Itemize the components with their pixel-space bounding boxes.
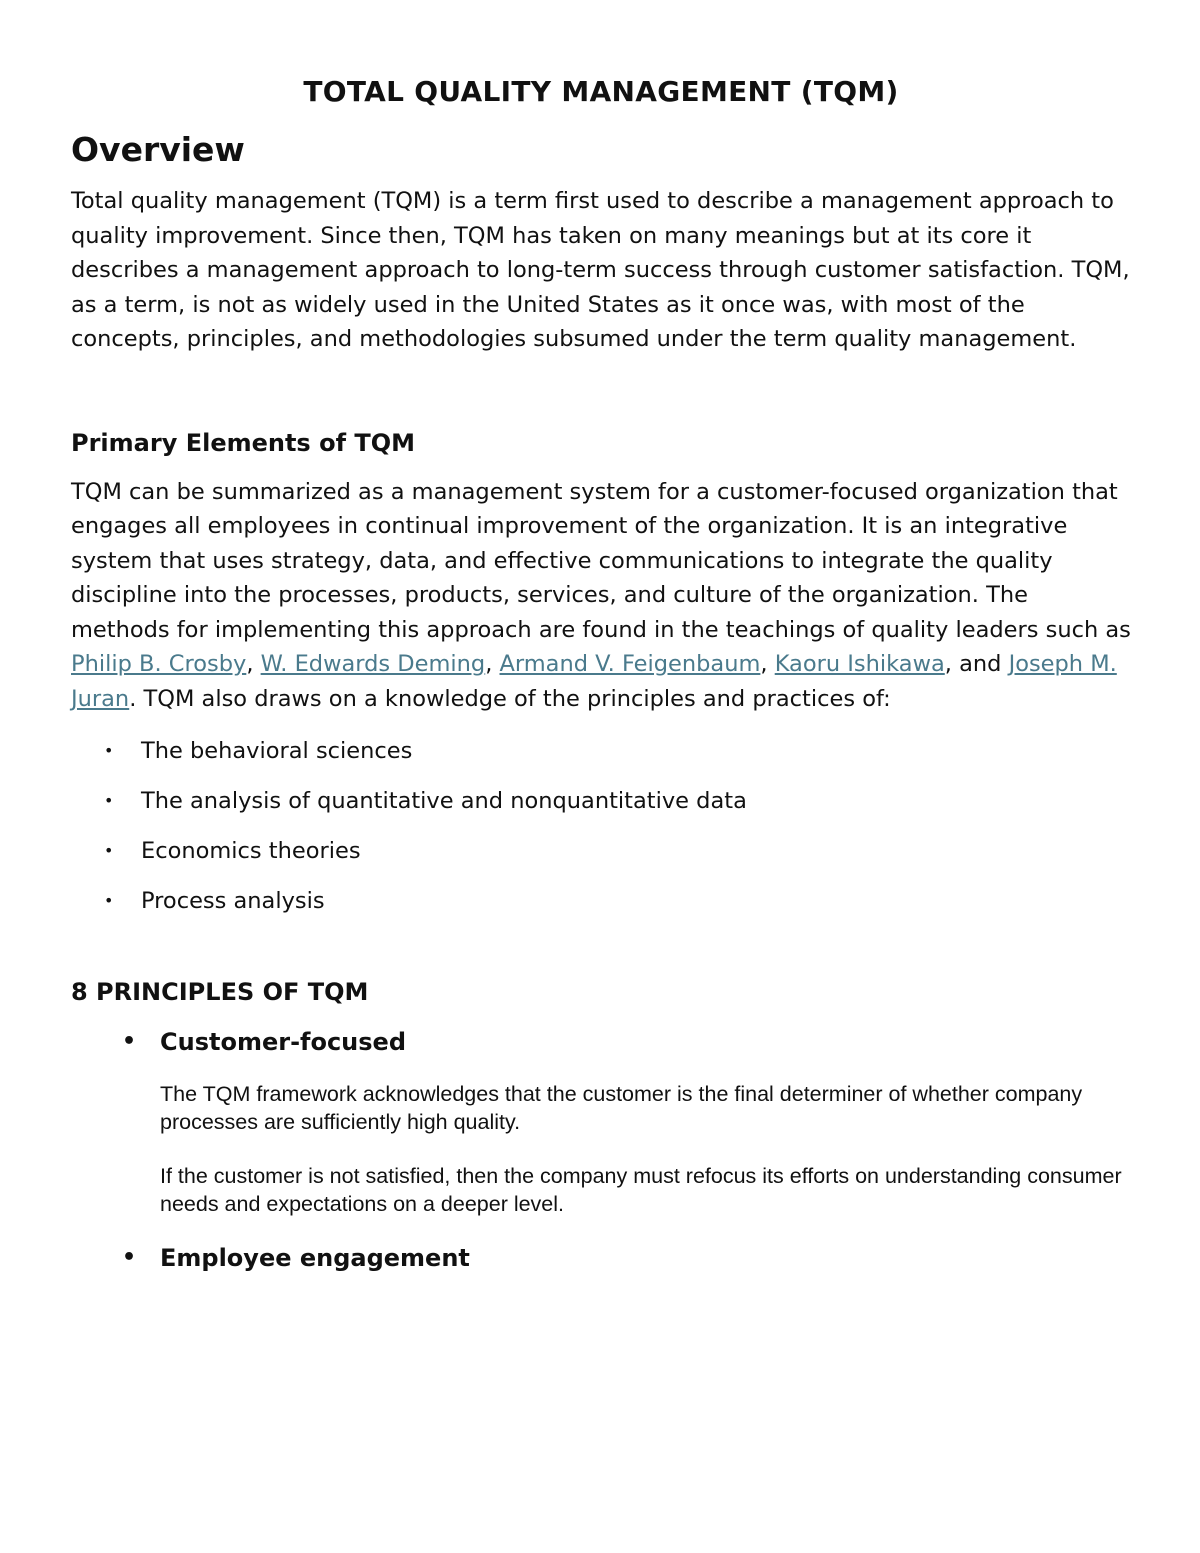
bullet-icon: • [104, 741, 114, 760]
link-armand-feigenbaum[interactable]: Armand V. Feigenbaum [499, 651, 761, 677]
link-philip-crosby[interactable]: Philip B. Crosby [71, 651, 247, 677]
principle-description: The TQM framework acknowledges that the customer is the final determiner of whether company processes are sufficiently high quality. [160, 1082, 1083, 1134]
link-joseph-juran[interactable]: Joseph M. Juran [71, 651, 1117, 712]
bullet-icon: • [104, 791, 114, 810]
separator: , [485, 651, 500, 677]
bullet-icon: • [122, 1029, 137, 1054]
list-item [71, 784, 1131, 818]
elements-outro-text: . TQM also draws on a knowledge of the principles and practices of: [129, 685, 891, 712]
principles-heading: 8 PRINCIPLES OF TQM [71, 978, 369, 1006]
practices-list [71, 734, 1131, 918]
list-item [71, 734, 1131, 768]
overview-paragraph: Total quality management (TQM) is a term first used to describe a management approach to quality improvement. Since then, TQM has taken on many meanings but at its core it describes a management approach to long-term success through customer satisfaction. TQM, as a term, is not as widely used in the United States as it once was, with most of the concepts, principles, and methodologies subsumed under the term quality management. [71, 188, 1130, 352]
principle-title: Customer-focused [160, 1028, 407, 1056]
principle-customer-focused [71, 1024, 1131, 1060]
separator: , [246, 651, 261, 677]
list-item-text: Process analysis [141, 888, 325, 914]
document-title: TOTAL QUALITY MANAGEMENT (TQM) [303, 75, 899, 108]
list-item-text: Economics theories [141, 838, 361, 864]
principle-employee-engagement [71, 1240, 1131, 1276]
link-kaoru-ishikawa[interactable]: Kaoru Ishikawa [774, 651, 945, 677]
link-edwards-deming[interactable]: W. Edwards Deming [260, 651, 486, 677]
list-item [71, 884, 1131, 918]
document-page [71, 70, 1131, 1276]
list-item-text: The analysis of quantitative and nonquantitative data [141, 788, 747, 814]
separator: , and [944, 651, 1009, 677]
primary-elements-heading: Primary Elements of TQM [71, 428, 416, 457]
bullet-icon: • [104, 841, 114, 860]
list-item [71, 834, 1131, 868]
separator: , [760, 651, 775, 677]
list-item-text: The behavioral sciences [141, 738, 413, 764]
overview-heading: Overview [71, 130, 245, 169]
elements-intro-text: TQM can be summarized as a management system for a customer-focused organization that engages all employees in continual improvement of the organization. It is an integrative system that uses strategy, data, and effective communications to integrate the quality discipline into the processes, products, services, and culture of the organization. The methods for implementing this approach are found in the teachings of quality leaders such as [71, 478, 1131, 643]
bullet-icon: • [122, 1245, 137, 1270]
bullet-icon: • [104, 891, 114, 910]
principle-description: If the customer is not satisfied, then the company must refocus its efforts on understanding consumer needs and expectations on a deeper level. [160, 1164, 1122, 1216]
principle-title: Employee engagement [160, 1244, 470, 1272]
primary-elements-paragraph [71, 475, 1131, 717]
